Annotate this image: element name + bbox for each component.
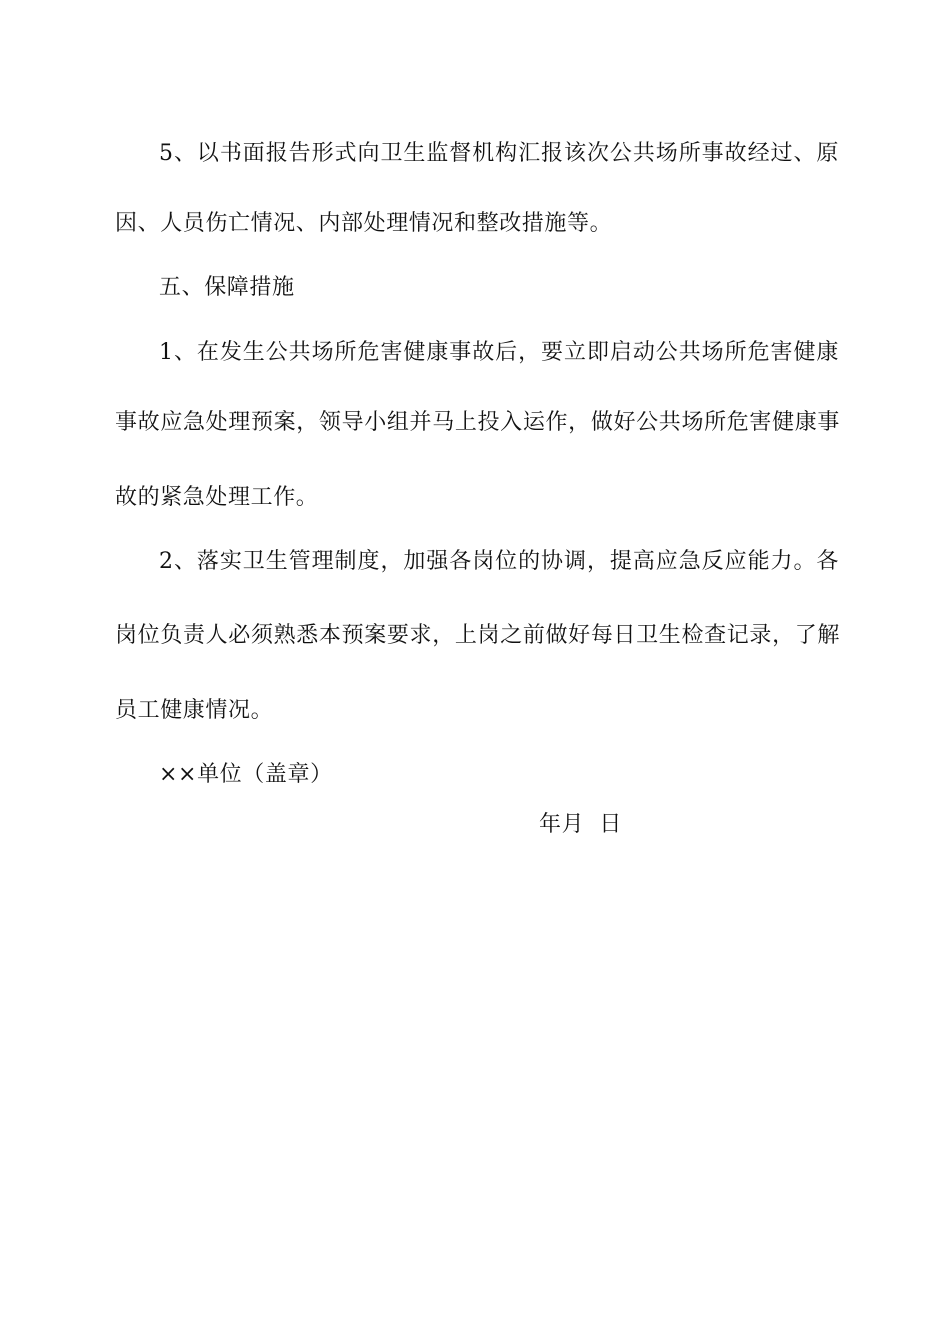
paragraph-line: 5、以书面报告形式向卫生监督机构汇报该次公共场所事故经过、原 xyxy=(159,141,839,166)
organization-seal-line: ××单位（盖章） xyxy=(159,762,333,787)
paragraph-line: 2、落实卫生管理制度，加强各岗位的协调，提高应急反应能力。各 xyxy=(159,549,839,574)
date-line: 年月 日 xyxy=(539,812,622,837)
paragraph-line: 员工健康情况。 xyxy=(115,698,274,723)
paragraph-line: 1、在发生公共场所危害健康事故后，要立即启动公共场所危害健康 xyxy=(159,340,839,365)
paragraph-line: 因、人员伤亡情况、内部处理情况和整改措施等。 xyxy=(115,211,613,236)
paragraph-line: 岗位负责人必须熟悉本预案要求，上岗之前做好每日卫生检查记录，了解 xyxy=(115,623,840,648)
paragraph-line: 事故应急处理预案，领导小组并马上投入运作，做好公共场所危害健康事 xyxy=(115,410,840,435)
section-heading: 五、保障措施 xyxy=(159,275,295,300)
paragraph-line: 故的紧急处理工作。 xyxy=(115,485,319,510)
